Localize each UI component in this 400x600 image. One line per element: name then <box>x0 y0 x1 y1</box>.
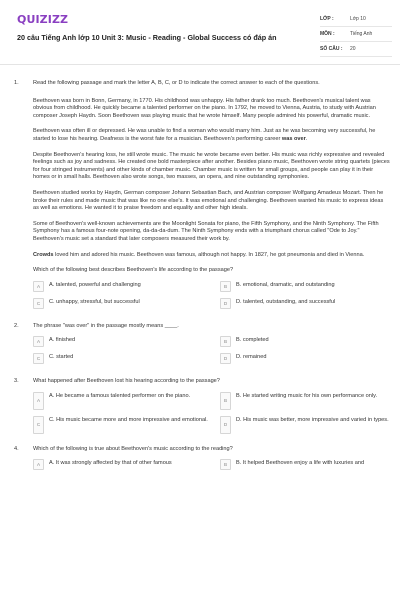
question-4 <box>0 446 400 477</box>
question-number: 4. <box>14 445 19 452</box>
answer-option-c[interactable] <box>33 298 208 309</box>
answer-options <box>33 392 390 440</box>
option-text: C. started <box>49 354 74 361</box>
meta-value: Tiếng Anh <box>350 31 373 37</box>
option-letter-box: A <box>33 281 44 292</box>
question-text: The phrase "was over" in the passage mostly means ____. <box>33 322 179 329</box>
question-text: Which of the following is true about Beethoven's music according to the reading? <box>33 445 233 452</box>
answer-option-b[interactable] <box>220 336 395 347</box>
meta-label: LỚP : <box>320 16 334 22</box>
option-text: A. talented, powerful and challenging <box>49 281 141 288</box>
question-3 <box>0 378 400 440</box>
answer-option-b[interactable] <box>220 392 395 410</box>
option-text: A. finished <box>49 337 76 344</box>
meta-value: Lớp 10 <box>350 16 366 22</box>
question-number: 1. <box>14 80 19 86</box>
answer-option-d[interactable] <box>220 298 395 309</box>
question-1 <box>0 80 400 315</box>
answer-option-d[interactable] <box>220 416 395 434</box>
option-text: B. completed <box>236 337 269 344</box>
option-text: D. His music was better, more impressive and varied in types. <box>236 416 389 423</box>
meta-label: SỐ CÂU : <box>320 46 343 52</box>
answer-option-a[interactable] <box>33 459 208 470</box>
answer-option-a[interactable] <box>33 336 208 347</box>
option-letter-box: C <box>33 298 44 309</box>
meta-value: 20 <box>350 46 356 52</box>
answer-options <box>33 459 390 476</box>
passage-paragraph: Beethoven studied works by Haydn, German composer Johann Sebastian Bach, and Austrian composer Wolfgang Amadeus Mozart. Then he broke their rules and made music that was like no one else's. It was emotional and challenging. Beethoven wanted his music to express ideas as well as emotions. He wanted it to praise freedom and equality and other high ideals. <box>33 189 384 212</box>
question-text: What happened after Beethoven lost his hearing according to the passage? <box>33 378 220 385</box>
option-letter-box: D <box>220 353 231 364</box>
answer-options <box>33 281 390 315</box>
option-letter-box: A <box>33 336 44 347</box>
option-letter-box: C <box>33 353 44 364</box>
option-text: C. unhappy, stressful, but successful <box>49 298 140 305</box>
passage-paragraph: Beethoven was born in Bonn, Germany, in 1770. His childhood was unhappy. His father drank too much. Beethoven's musical talent was obvious from childhood. He quickly became a talented performer on the piano. In 1792, he moved to Vienna, Austria, to study with Austrian composer Joseph Haydn. Soon Beethoven was playing music that he wrote himself. Many people admired his powerful, dramatic music. <box>33 97 376 119</box>
option-letter-box: B <box>220 459 231 470</box>
page-title: 20 câu Tiếng Anh lớp 10 Unit 3: Music - Reading - Global Success có đáp án <box>17 33 277 42</box>
passage-paragraph: Some of Beethoven's well-known achievements are the Moonlight Sonata for piano, the Fifth Symphony, and the Ninth Symphony. The Fifth Symphony has a famous four-note opening, da-da-da-dum. The Ninth Symphony ends with a triumphant chorus called "Ode to Joy." Beethoven's music set a standard that later composers measured their work by. <box>33 220 379 242</box>
quizizz-logo: QUIZIZZ <box>17 13 69 26</box>
option-letter-box: D <box>220 298 231 309</box>
passage-paragraph: Despite Beethoven's hearing loss, he still wrote music. The music he wrote became even better. His music was richly expressive and revealed feelings such as joy and sadness. He created one bold masterpiece after another. Besides piano music, Beethoven wrote string quartets (pieces for four stringed instruments) and other kinds of chamber music. Chamber music is written for small groups, and people can play it in their homes or in small halls. Beethoven also wrote songs, two masses, an opera, and nine outstanding symphonies. <box>33 151 390 181</box>
answer-option-c[interactable] <box>33 353 208 364</box>
option-letter-box: D <box>220 416 231 434</box>
answer-option-a[interactable] <box>33 392 208 410</box>
option-text: B. He started writing music for his own performance only. <box>236 392 378 399</box>
question-2 <box>0 323 400 371</box>
answer-options <box>33 336 390 370</box>
option-letter-box: A <box>33 392 44 410</box>
worksheet-header <box>0 0 400 65</box>
option-letter-box: A <box>33 459 44 470</box>
option-text: A. It was strongly affected by that of other famous <box>49 460 172 467</box>
passage-paragraph: Beethoven was often ill or depressed. He was unable to find a woman who would marry him. Just as he was becoming very successful, he started to lose his hearing. Deafness is the worst fate for a musician. Beethoven's performing career was over. <box>33 128 376 142</box>
option-letter-box: B <box>220 281 231 292</box>
answer-option-d[interactable] <box>220 353 395 364</box>
answer-option-c[interactable] <box>33 416 208 434</box>
meta-row-class <box>320 12 392 27</box>
meta-label: MÔN : <box>320 31 335 37</box>
answer-option-a[interactable] <box>33 281 208 292</box>
option-text: D. talented, outstanding, and successful <box>236 298 336 305</box>
option-text: B. emotional, dramatic, and outstanding <box>236 281 335 288</box>
meta-table <box>320 12 392 57</box>
answer-option-b[interactable] <box>220 281 395 292</box>
question-number: 3. <box>14 378 19 385</box>
option-letter-box: C <box>33 416 44 434</box>
option-letter-box: B <box>220 392 231 410</box>
option-letter-box: B <box>220 336 231 347</box>
question-text: Which of the following best describes Beethoven's life according to the passage? <box>33 267 234 274</box>
worksheet-content <box>0 64 400 476</box>
option-text: C. His music became more and more impressive and emotional. <box>49 416 208 423</box>
option-text: A. He became a famous talented performer on the piano. <box>49 392 191 399</box>
option-text: B. It helped Beethoven enjoy a life with luxuries and <box>236 460 365 467</box>
meta-row-count <box>320 42 392 57</box>
meta-row-subject <box>320 27 392 42</box>
option-text: D. remained <box>236 354 267 361</box>
question-number: 2. <box>14 322 19 329</box>
answer-option-b[interactable] <box>220 459 395 470</box>
passage-paragraph: Crowds loved him and adored his music. Beethoven was famous, although not happy. In 1827, he got pneumonia and died in Vienna. <box>33 251 365 258</box>
question-instruction: Read the following passage and mark the letter A, B, C, or D to indicate the correct answer to each of the questions. <box>33 80 320 86</box>
